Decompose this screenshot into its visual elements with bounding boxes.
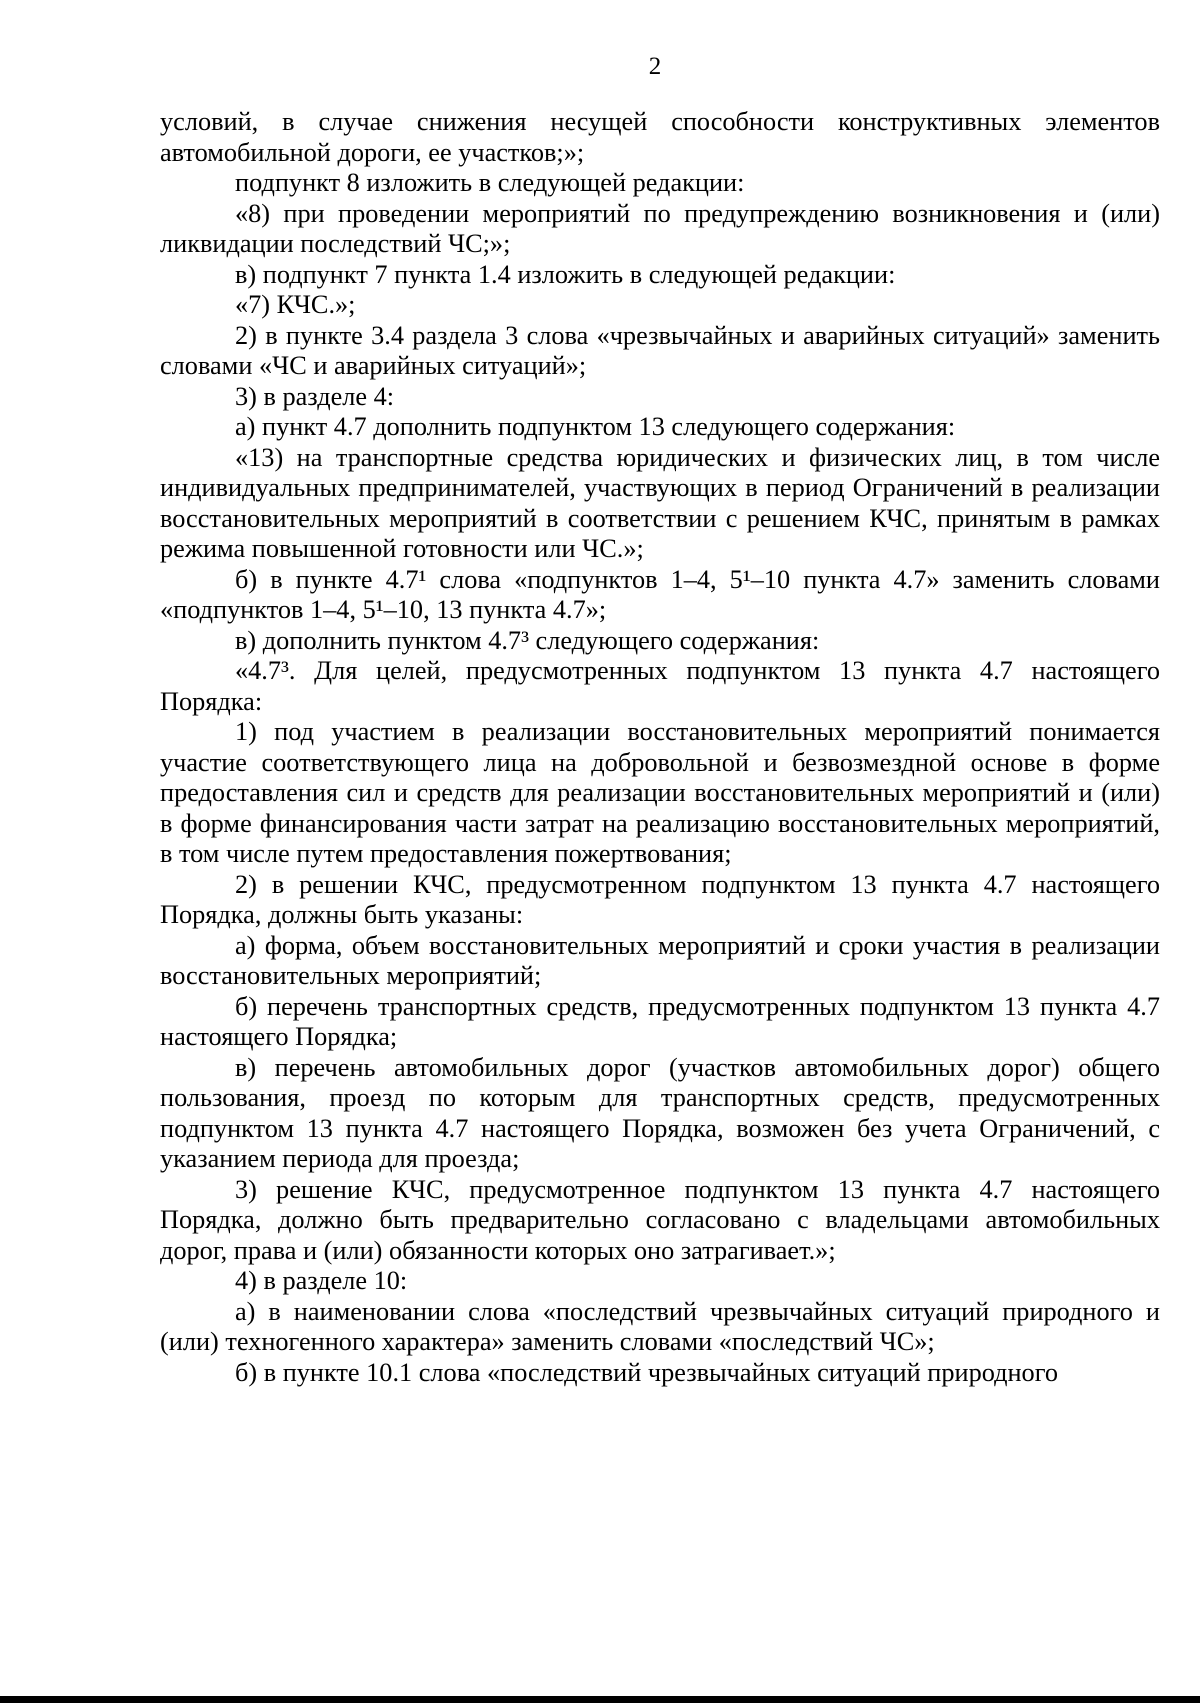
paragraph: 2) в пункте 3.4 раздела 3 слова «чрезвычайных и аварийных ситуаций» заменить словами «ЧС и аварийных ситуаций»; [160, 320, 1160, 380]
paragraph: а) пункт 4.7 дополнить подпунктом 13 следующего содержания: [235, 412, 956, 441]
paragraph: 2) в решении КЧС, предусмотренном подпунктом 13 пункта 4.7 настоящего Порядка, должны быть указаны: [160, 869, 1160, 929]
paragraph: а) в наименовании слова «последствий чрезвычайных ситуаций природного и (или) техногенного характера» заменить словами «последствий ЧС»; [160, 1296, 1160, 1356]
paragraph: в) дополнить пунктом 4.7³ следующего содержания: [235, 625, 820, 655]
paragraph: б) перечень транспортных средств, предусмотренных подпунктом 13 пункта 4.7 настоящего Порядка; [160, 991, 1160, 1051]
scan-edge-line [0, 1696, 1200, 1703]
document-body [160, 107, 1160, 1388]
paragraph: 3) решение КЧС, предусмотренное подпунктом 13 пункта 4.7 настоящего Порядка, должно быть предварительно согласовано с владельцами автомобильных дорог, права и (или) обязанности которых оно затрагивает.»; [160, 1174, 1160, 1265]
paragraph: «13) на транспортные средства юридических и физических лиц, в том числе индивидуальных предпринимателей, участвующих в период Ограничений в реализации восстановительных мероприятий в соответствии с решением КЧС, принятым в рамках режима повышенной готовности или ЧС.»; [160, 442, 1160, 563]
paragraph: подпункт 8 изложить в следующей редакции: [235, 168, 745, 197]
paragraph: а) форма, объем восстановительных мероприятий и сроки участия в реализации восстановительных мероприятий; [160, 930, 1160, 990]
paragraph: в) перечень автомобильных дорог (участков автомобильных дорог) общего пользования, проезд по которым для транспортных средств, предусмотренных подпунктом 13 пункта 4.7 настоящего Порядка, возможен без учета Ограничений, с указанием периода для проезда; [160, 1052, 1160, 1173]
paragraph: условий, в случае снижения несущей способности конструктивных элементов автомобильной дороги, ее участков;»; [160, 107, 1160, 167]
paragraph: б) в пункте 4.7¹ слова «подпунктов 1–4, 5¹–10 пункта 4.7» заменить словами «подпунктов 1–4, 5¹–10, 13 пункта 4.7»; [160, 564, 1160, 624]
paragraph: «7) КЧС.»; [235, 290, 356, 319]
paragraph: 4) в разделе 10: [235, 1266, 408, 1295]
paragraph: б) в пункте 10.1 слова «последствий чрезвычайных ситуаций природного [235, 1357, 1058, 1387]
paragraph: 1) под участием в реализации восстановительных мероприятий понимается участие соответствующего лица на добровольной и безвозмездной основе в форме предоставления сил и средств для реализации восстановительных мероприятий и (или) в форме финансирования части затрат на реализацию восстановительных мероприятий, в том числе путем предоставления пожертвования; [160, 717, 1160, 868]
paragraph: в) подпункт 7 пункта 1.4 изложить в следующей редакции: [235, 259, 896, 289]
page-number: 2 [648, 53, 662, 80]
paragraph: «8) при проведении мероприятий по предупреждению возникновения и (или) ликвидации последствий ЧС;»; [160, 198, 1160, 258]
paragraph: «4.7³. Для целей, предусмотренных подпунктом 13 пункта 4.7 настоящего Порядка: [160, 656, 1160, 716]
paragraph: 3) в разделе 4: [235, 381, 395, 411]
